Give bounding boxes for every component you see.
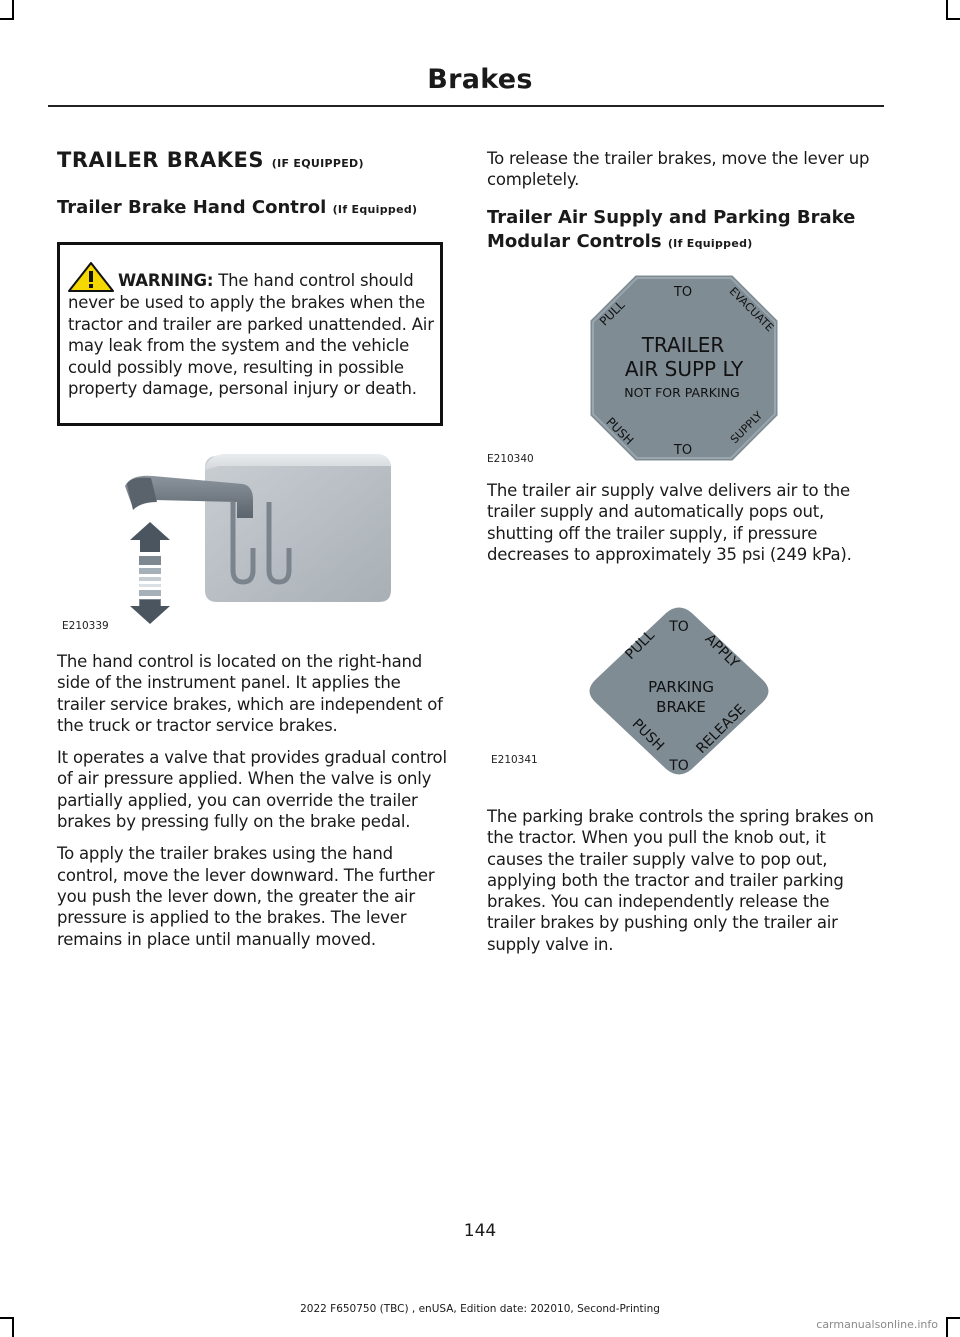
body-paragraph: To apply the trailer brakes using the hand control, move the lever downward. The further you push the lever down, the greater the air pressure is applied to the brakes. The lever remains in place until manually moved. <box>57 844 435 949</box>
right-column <box>487 148 879 256</box>
sign-text-push: PUSH <box>628 716 667 755</box>
body-paragraph: To release the trailer brakes, move the lever up completely. <box>487 149 870 190</box>
crop-mark <box>946 0 948 20</box>
sign-text-pull: PULL <box>596 297 628 329</box>
hand-control-illustration <box>57 440 447 640</box>
hand-control-subheading: Trailer Brake Hand Control (If Equipped) <box>57 197 418 218</box>
if-equipped-tag: (IF EQUIPPED) <box>271 157 364 170</box>
page-section-title: Brakes <box>427 64 533 95</box>
right-body-text <box>487 480 879 565</box>
sign-text-release: RELEASE <box>693 701 749 757</box>
sign-text-trailer: TRAILER <box>641 333 725 357</box>
crop-mark <box>946 1317 948 1337</box>
if-equipped-tag: (If Equipped) <box>332 203 418 216</box>
crop-mark <box>0 18 14 20</box>
trailer-brakes-heading: TRAILER BRAKES (IF EQUIPPED) <box>57 148 364 172</box>
modular-controls-subheading: Trailer Air Supply and Parking Brake Modular Controls (If Equipped) <box>487 206 856 252</box>
sign-text-not-for-parking: NOT FOR PARKING <box>624 385 740 400</box>
body-paragraph: The parking brake controls the spring brakes on the tractor. When you pull the knob out, it causes the trailer supply valve to pop out, applying both the tractor and trailer parking brakes. You can independently release the trailer brakes by pushing only the trailer air supply valve in. <box>487 807 874 954</box>
right-body-text <box>487 806 882 955</box>
trailer-air-supply-sign <box>487 268 879 468</box>
sign-text-to: TO <box>673 443 693 458</box>
warning-paragraph <box>68 262 434 400</box>
warning-text: The hand control should never be used to apply the brakes when the tractor and trailer are parked unattended. Air may leak from the system and the vehicle could possibly move, resulting in possible property damage, personal injury or death. <box>68 271 434 398</box>
left-column <box>57 148 447 222</box>
crop-mark <box>12 1317 14 1337</box>
sign-text-to: TO <box>673 285 693 300</box>
document-footer: 2022 F650750 (TBC) , enUSA, Edition date: 202010, Second-Printing <box>300 1303 660 1315</box>
crop-mark <box>946 18 960 20</box>
body-paragraph: The hand control is located on the right-hand side of the instrument panel. It applies the trailer service brakes, which are independent of the truck or tractor service brakes. <box>57 652 443 735</box>
parking-brake-sign <box>487 598 879 784</box>
hand-control-figure <box>57 440 447 640</box>
figure-code: E210340 <box>487 453 534 465</box>
sign-text-pull: PULL <box>622 627 658 663</box>
if-equipped-tag: (If Equipped) <box>667 236 753 250</box>
header-rule <box>48 105 884 107</box>
sign-text-parking: PARKING <box>648 678 714 696</box>
crop-mark <box>12 0 14 20</box>
warning-triangle-icon <box>68 262 114 292</box>
parking-brake-figure <box>487 598 879 784</box>
figure-code: E210339 <box>62 620 109 632</box>
trailer-air-supply-figure <box>487 268 879 468</box>
crop-mark <box>946 1317 960 1319</box>
body-paragraph: The trailer air supply valve delivers air to the trailer supply and automatically pops out, shutting off the trailer supply, if pressure decreases to approximately 35 psi (249 kPa). <box>487 481 852 564</box>
warning-word: WARNING: <box>118 271 214 290</box>
page-number: 144 <box>463 1221 497 1241</box>
figure-code: E210341 <box>491 754 538 766</box>
body-paragraph: It operates a valve that provides gradual control of air pressure applied. When the valve is only partially applied, you can override the trailer brakes by pressing fully on the brake pedal. <box>57 748 447 832</box>
crop-mark <box>0 1317 14 1319</box>
sign-text-supply: SUPPLY <box>727 408 766 447</box>
watermark: carmanualsonline.info <box>816 1318 938 1331</box>
sign-text-air-supply: AIR SUPP LY <box>624 357 744 381</box>
left-body-text <box>57 651 449 950</box>
sign-text-evacuate: EVACUATE <box>726 284 777 335</box>
sign-text-to: TO <box>669 619 689 635</box>
sign-text-push: PUSH <box>603 414 637 448</box>
sign-text-brake: BRAKE <box>656 698 706 716</box>
warning-box <box>57 242 443 426</box>
sign-text-to: TO <box>669 758 689 774</box>
sign-text-apply: APPLY <box>701 631 742 672</box>
